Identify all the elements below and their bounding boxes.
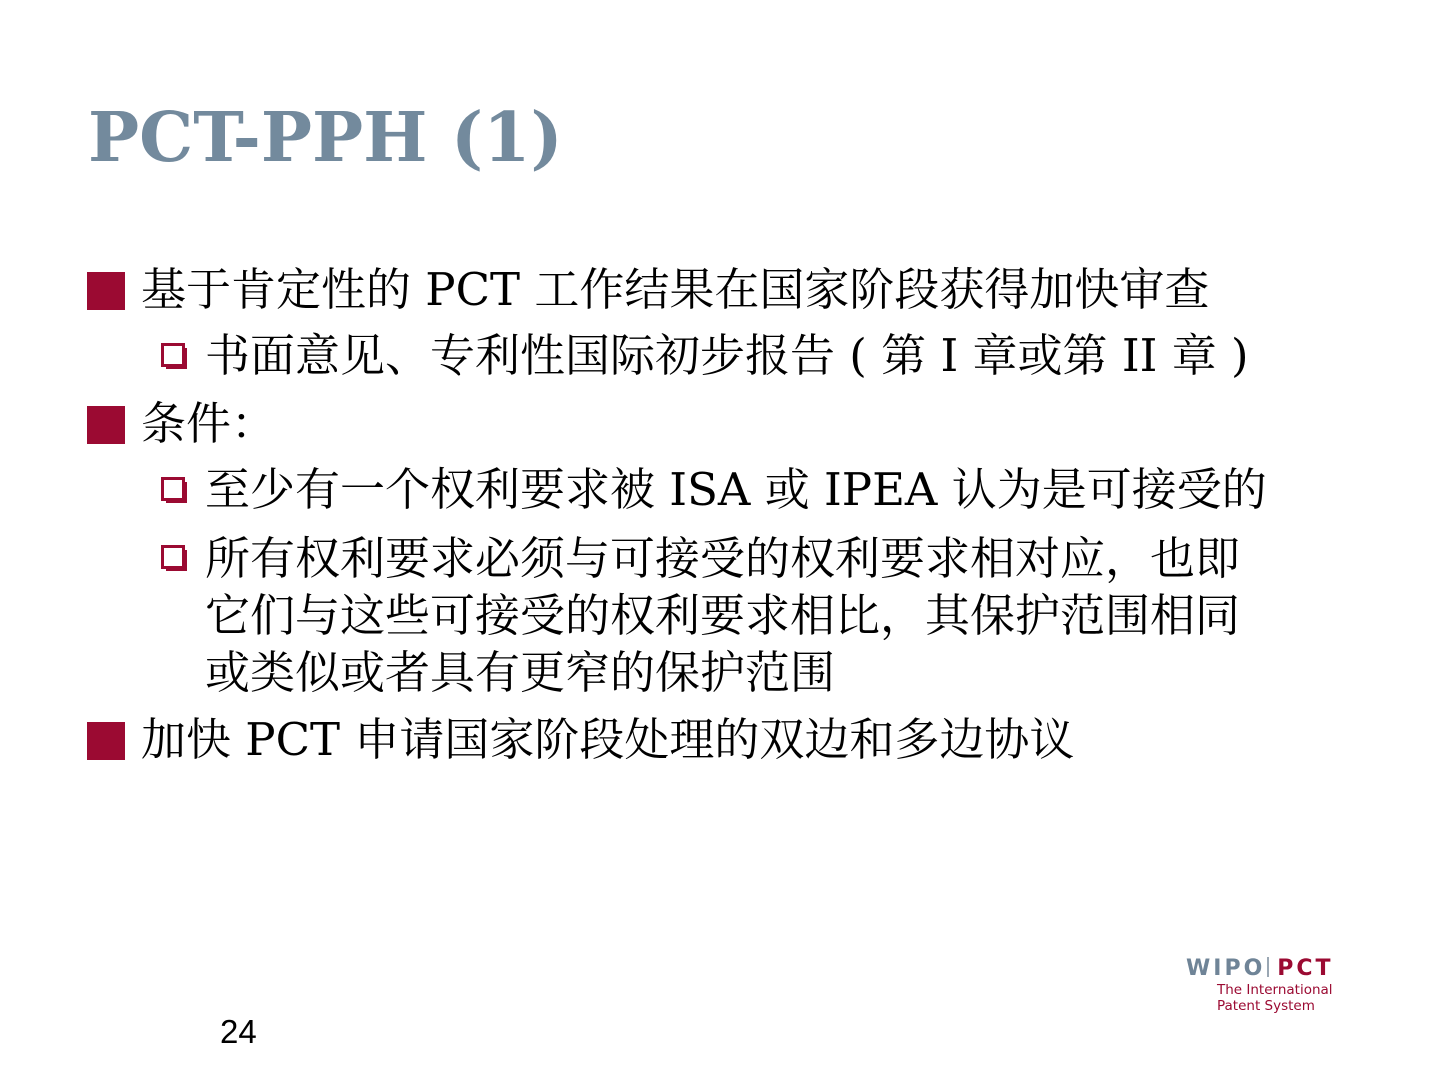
filled-square-icon xyxy=(87,406,125,444)
hollow-square-icon xyxy=(161,477,187,503)
wipo-pct-logo xyxy=(1186,956,1358,1018)
logo-tagline-line2: Patent System xyxy=(1217,998,1315,1014)
sub-bullet-line: 或类似或者具有更窄的保护范围 xyxy=(205,646,836,699)
hollow-square-icon xyxy=(161,545,187,571)
sub-bullet-text: 至少有一个权利要求被 ISA 或 IPEA 认为是可接受的 xyxy=(205,463,1267,516)
filled-square-icon xyxy=(87,272,125,310)
sub-bullet-text: 书面意见、专利性国际初步报告 ( 第 I 章或第 II 章 ) xyxy=(205,329,1249,382)
slide-title: PCT-PPH (1) xyxy=(88,98,563,178)
sub-bullet-text xyxy=(205,530,1240,701)
sub-bullet-line: 它们与这些可接受的权利要求相比，其保护范围相同 xyxy=(205,589,1241,642)
logo-wipo: WIPO xyxy=(1186,956,1266,981)
bullet-text: 加快 PCT 申请国家阶段处理的双边和多边协议 xyxy=(141,713,1075,766)
page-number: 24 xyxy=(220,1013,257,1050)
logo-tagline-line1: The International xyxy=(1217,982,1333,998)
hollow-square-icon xyxy=(161,343,187,369)
logo-wordmark xyxy=(1186,956,1334,982)
bullet-text: 基于肯定性的 PCT 工作结果在国家阶段获得加快审查 xyxy=(141,263,1210,316)
logo-tagline xyxy=(1217,982,1333,1014)
filled-square-icon xyxy=(87,722,125,760)
logo-separator xyxy=(1267,957,1269,977)
logo-pct: PCT xyxy=(1277,956,1334,981)
bullet-text: 条件： xyxy=(141,397,277,450)
sub-bullet-line: 所有权利要求必须与可接受的权利要求相对应，也即 xyxy=(205,532,1241,585)
